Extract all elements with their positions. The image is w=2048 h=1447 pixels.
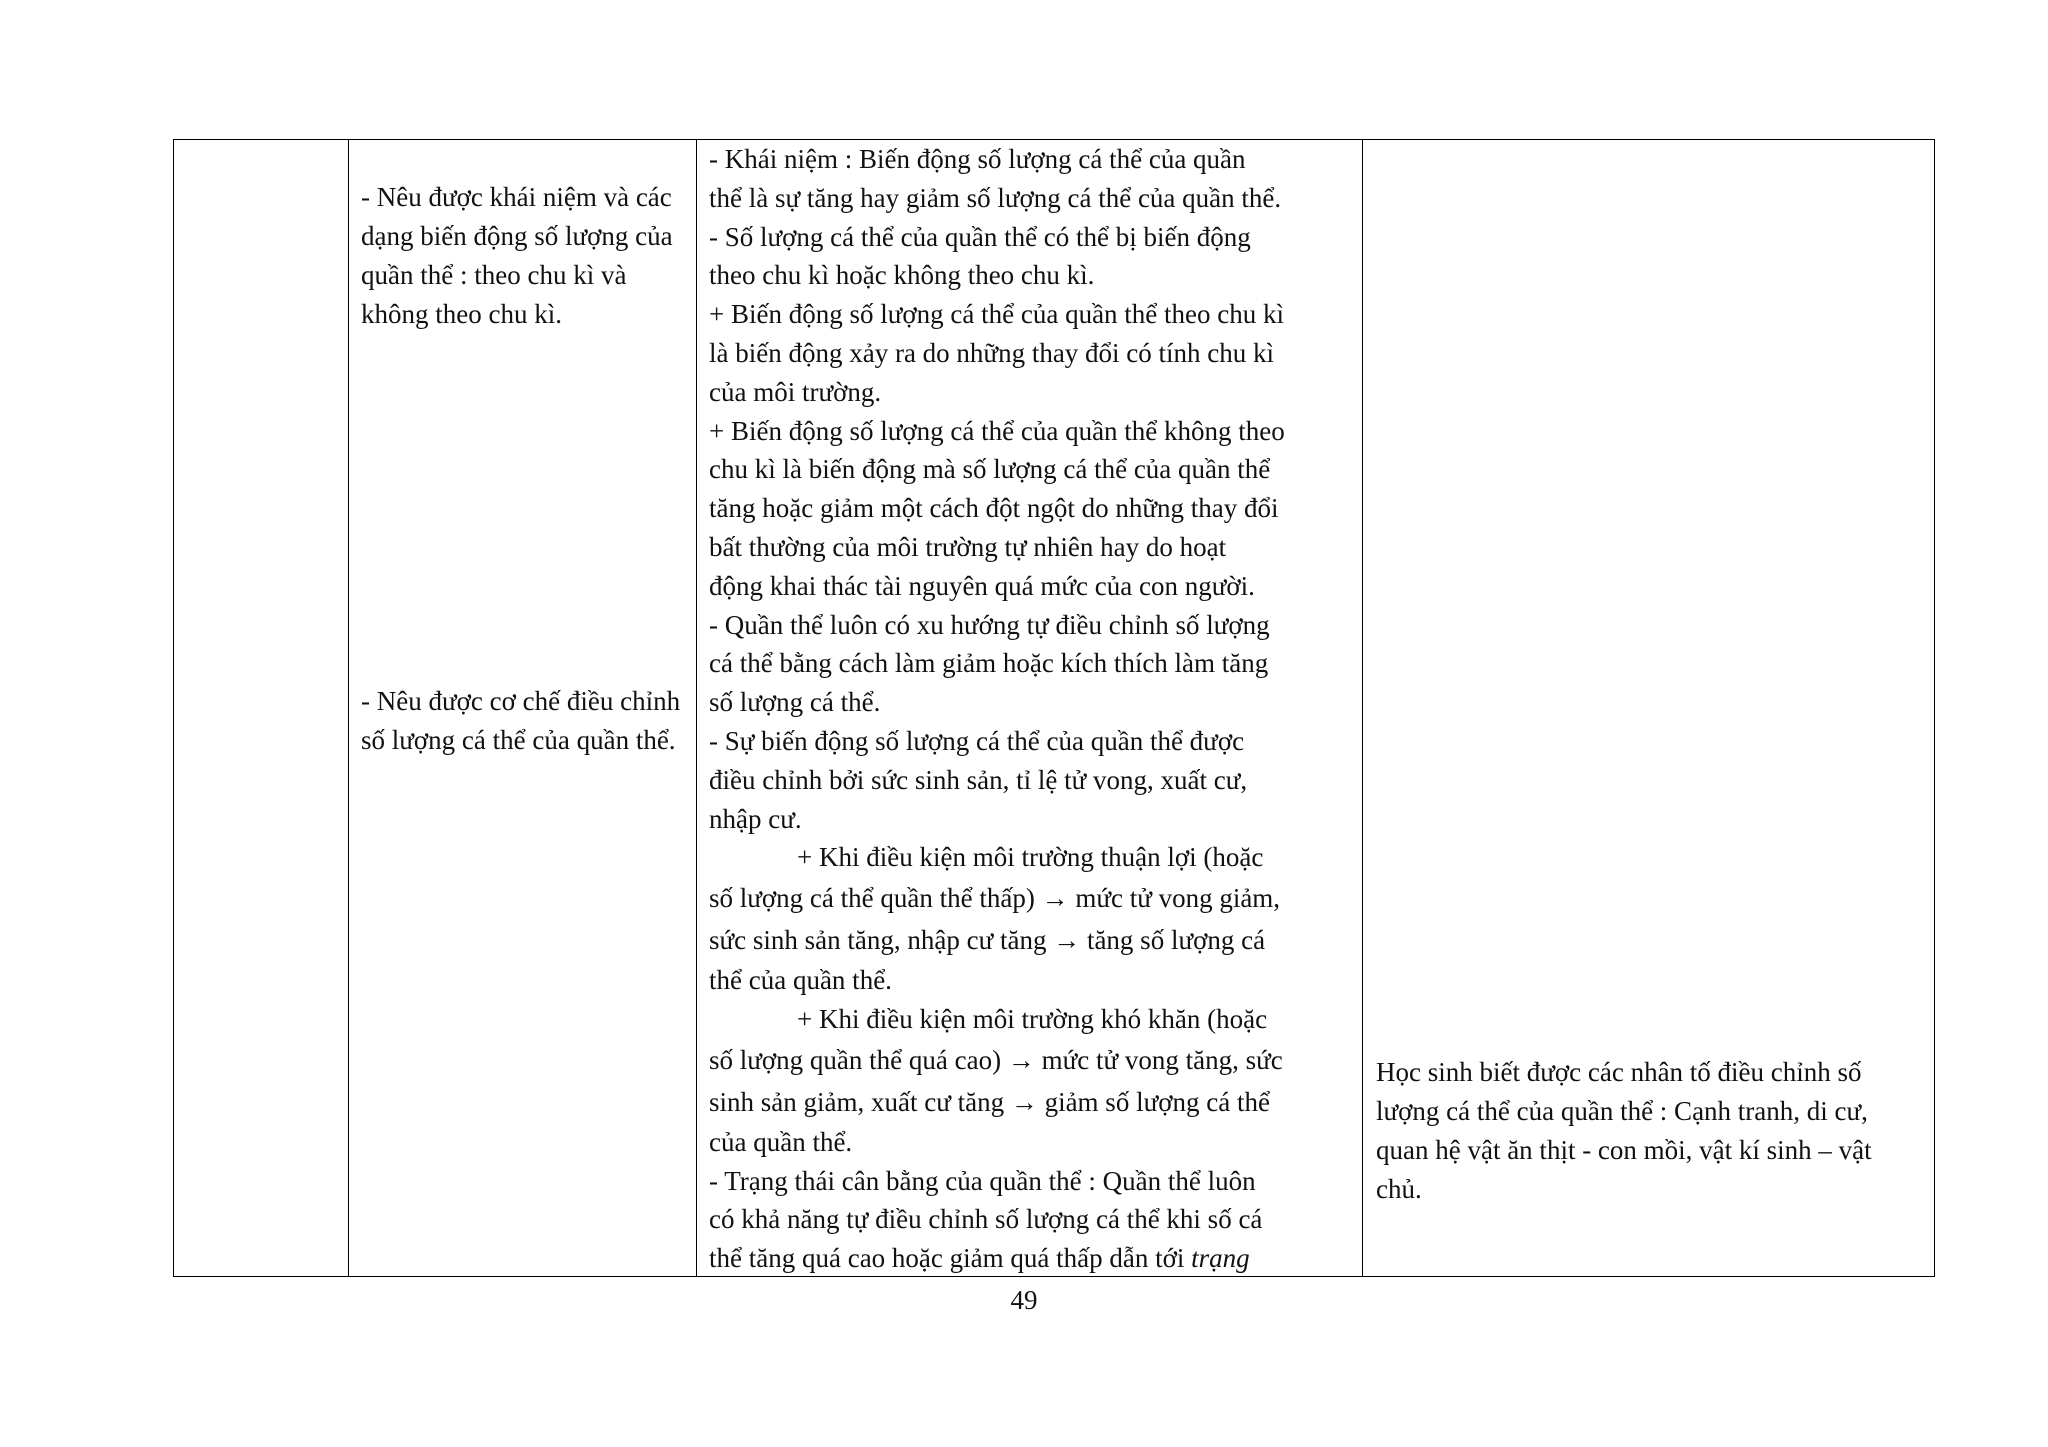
- table-column-objectives: [348, 140, 696, 1276]
- content-line: sức sinh sản tăng, nhập cư tăng → tăng số lượng cá: [709, 925, 1266, 956]
- content-line: + Biến động số lượng cá thể của quần thể theo chu kì: [709, 299, 1285, 330]
- content-line-text: thể tăng quá cao hoặc giảm quá thấp dẫn tới: [709, 1243, 1185, 1274]
- content-line: + Biến động số lượng cá thể của quần thể không theo: [709, 415, 1285, 446]
- table-column-content: [696, 140, 1362, 1276]
- content-line: động khai thác tài nguyên quá mức của con người.: [709, 570, 1255, 601]
- content-line: chu kì là biến động mà số lượng cá thể của quần thể: [709, 454, 1271, 485]
- content-table: [173, 139, 1935, 1277]
- note-text: Học sinh biết được các nhân tố điều chỉnh số lượng cá thể của quần thể : Cạnh tranh, di cư, quan hệ vật ăn thịt - con mồi, vật kí sinh – vật chủ.: [1376, 1057, 1872, 1204]
- content-line: + Khi điều kiện môi trường thuận lợi (hoặc: [797, 842, 1264, 873]
- content-line: [709, 1239, 1354, 1276]
- content-line: số lượng quần thể quá cao) → mức tử vong tăng, sức: [709, 1044, 1283, 1075]
- content-line: - Trạng thái cân bằng của quần thể : Quần thể luôn: [709, 1165, 1256, 1196]
- content-line: - Sự biến động số lượng cá thể của quần thể được: [709, 725, 1245, 756]
- content-line: có khả năng tự điều chỉnh số lượng cá thể khi số cá: [709, 1204, 1263, 1235]
- content-line: + Khi điều kiện môi trường khó khăn (hoặc: [797, 1003, 1268, 1034]
- page-number: 49: [1010, 1285, 1038, 1315]
- content-line: thể là sự tăng hay giảm số lượng cá thể của quần thể.: [709, 182, 1282, 213]
- content-line: là biến động xảy ra do những thay đổi có tính chu kì: [709, 337, 1275, 368]
- content-line: thể của quần thể.: [709, 965, 892, 996]
- content-line: số lượng cá thể.: [709, 687, 881, 718]
- table-column-topic: [174, 140, 348, 1276]
- objective-dynamics: - Nêu được khái niệm và các dạng biến động số lượng của quần thể : theo chu kì và không theo chu kì.: [361, 182, 673, 329]
- content-line: nhập cư.: [709, 803, 802, 834]
- content-line: theo chu kì hoặc không theo chu kì.: [709, 260, 1095, 291]
- content-line: của môi trường.: [709, 376, 882, 407]
- table-column-notes: [1362, 140, 1934, 1276]
- content-text: [709, 140, 1354, 1276]
- objective-regulation: - Nêu được cơ chế điều chỉnh số lượng cá thể của quần thể.: [361, 686, 681, 755]
- content-line: sinh sản giảm, xuất cư tăng → giảm số lượng cá thể: [709, 1086, 1270, 1117]
- content-line: tăng hoặc giảm một cách đột ngột do những thay đổi: [709, 493, 1279, 524]
- content-line: - Số lượng cá thể của quần thể có thể bị biến động: [709, 221, 1251, 252]
- content-line: bất thường của môi trường tự nhiên hay do hoạt: [709, 531, 1227, 562]
- content-line: - Quần thể luôn có xu hướng tự điều chỉnh số lượng: [709, 609, 1270, 640]
- content-line: - Khái niệm : Biến động số lượng cá thể của quần: [709, 144, 1246, 174]
- content-line: số lượng cá thể quần thể thấp) → mức tử vong giảm,: [709, 883, 1281, 914]
- content-line-italic: trạng: [1191, 1243, 1250, 1274]
- content-line: của quần thể.: [709, 1126, 853, 1157]
- content-line: cá thể bằng cách làm giảm hoặc kích thích làm tăng: [709, 648, 1269, 679]
- content-line: điều chỉnh bởi sức sinh sản, tỉ lệ tử vong, xuất cư,: [709, 764, 1248, 795]
